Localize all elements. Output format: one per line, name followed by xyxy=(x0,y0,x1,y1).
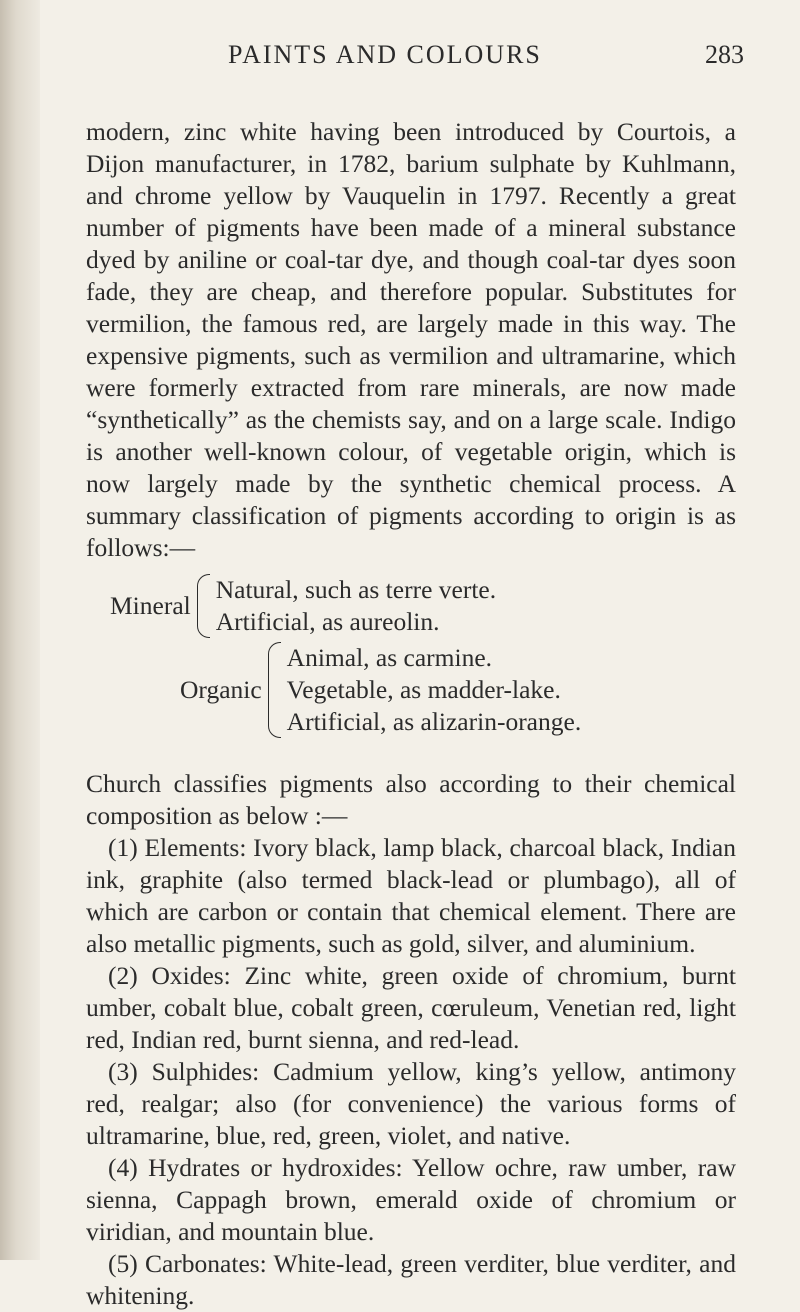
paragraph-oxides: (2) Oxides: Zinc white, green oxide of chromium, burnt umber, cobalt blue, cobalt green, cœruleum, Venetian red, light red, Indian red, burnt sienna, and red-lead. xyxy=(86,961,736,1054)
mineral-brace xyxy=(197,574,210,638)
organic-brace xyxy=(268,642,281,738)
paragraph-intro: modern, zinc white having been introduced by Courtois, a Dijon manufacturer, in 1782, barium sulphate by Kuhlmann, and chrome yellow by Vauquelin in 1797. Recently a great number of pigments have been made of a mineral substance dyed by aniline or coal-tar dye, and though coal-tar dyes soon fade, they are cheap, and therefore popular. Substitutes for vermilion, the famous red, are largely made in this way. The expensive pigments, such as vermilion and ultramarine, which were formerly extracted from rare minerals, are now made “synthetically” as the chemists say, and on a large scale. Indigo is another well-known colour, of vegetable origin, which is now largely made by the synthetic chemical process. A summary classification of pigments according to origin is as follows:— xyxy=(86,117,736,562)
body-text xyxy=(86,116,736,1312)
mineral-group xyxy=(110,574,496,638)
page-edge-shadow xyxy=(0,0,40,1260)
paragraph-carbonates: (5) Carbonates: White-lead, green verditer, blue verditer, and whitening. xyxy=(86,1249,736,1310)
paragraph-hydrates: (4) Hydrates or hydroxides: Yellow ochre, raw umber, raw sienna, Cappagh brown, emerald oxide of chromium or viridian, and mountain blue. xyxy=(86,1153,736,1246)
organic-item-animal: Animal, as carmine. xyxy=(286,643,493,672)
page-header xyxy=(0,40,800,80)
mineral-item-artificial: Artificial, as aureolin. xyxy=(215,607,440,636)
paragraph-elements: (1) Elements: Ivory black, lamp black, charcoal black, Indian ink, graphite (also termed black-lead or plumbago), all of which are carbon or contain that chemical element. There are also metallic pigments, such as gold, silver, and aluminium. xyxy=(86,833,736,958)
organic-item-vegetable: Vegetable, as madder-lake. xyxy=(286,675,561,704)
page-number: 283 xyxy=(705,40,744,69)
mineral-label: Mineral xyxy=(110,591,191,620)
mineral-item-natural: Natural, such as terre verte. xyxy=(215,575,497,604)
mineral-items xyxy=(216,574,496,638)
paragraph-church: Church classifies pigments also according to their chemical composition as below :— xyxy=(86,769,736,830)
organic-label: Organic xyxy=(180,675,262,704)
organic-group xyxy=(180,642,581,738)
classification-table xyxy=(86,574,736,756)
paragraph-sulphides: (3) Sulphides: Cadmium yellow, king’s yellow, antimony red, realgar; also (for convenience) the various forms of ultramarine, blue, red, green, violet, and native. xyxy=(86,1057,736,1150)
organic-items xyxy=(287,642,582,738)
running-title: PAINTS AND COLOURS xyxy=(228,40,542,69)
organic-item-artificial: Artificial, as alizarin-orange. xyxy=(286,707,582,736)
